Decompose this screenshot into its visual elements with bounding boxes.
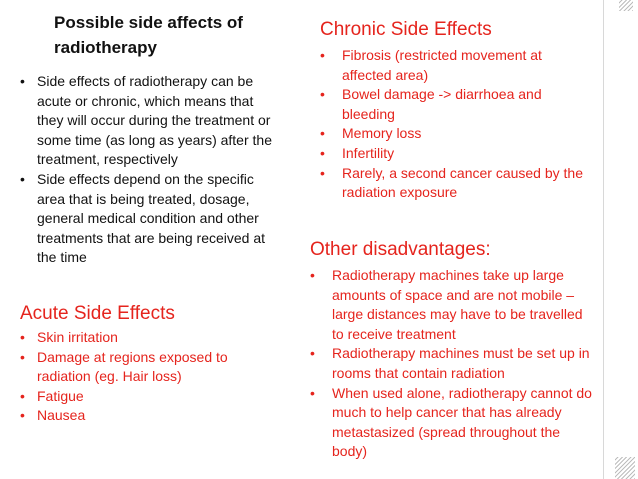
acute-item: • Fatigue <box>20 387 265 407</box>
other-item: • Radiotherapy machines must be set up in rooms that contain radiation <box>310 344 595 383</box>
acute-heading: Acute Side Effects <box>20 303 175 324</box>
chronic-list <box>320 46 595 203</box>
other-item: • Radiotherapy machines take up large amounts of space and are not mobile – large distances may have to be travelled to receive treatment <box>310 266 595 344</box>
other-heading: Other disadvantages: <box>310 239 491 260</box>
intro-item: • Side effects depend on the specific area that is being treated, dosage, general medical condition and other treatments that are being received at the time <box>20 170 272 268</box>
acute-list <box>20 328 265 426</box>
acute-item: • Skin irritation <box>20 328 265 348</box>
chronic-item: • Memory loss <box>320 124 595 144</box>
slide-edge-pattern <box>615 457 635 479</box>
intro-item: • Side effects of radiotherapy can be acute or chronic, which means that they will occur during the treatment or some time (as long as years) after the treatment, respectively <box>20 72 272 170</box>
chronic-item: • Infertility <box>320 144 595 164</box>
other-list <box>310 266 595 462</box>
slide-edge-pattern-top <box>619 0 633 11</box>
chronic-heading: Chronic Side Effects <box>320 19 492 40</box>
chronic-item: • Rarely, a second cancer caused by the radiation exposure <box>320 164 595 203</box>
acute-item: • Damage at regions exposed to radiation (eg. Hair loss) <box>20 348 265 387</box>
other-item: • When used alone, radiotherapy cannot do much to help cancer that has already metastasized (spread throughout the body) <box>310 384 595 462</box>
chronic-item: • Bowel damage -> diarrhoea and bleeding <box>320 85 595 124</box>
chronic-item: • Fibrosis (restricted movement at affected area) <box>320 46 595 85</box>
intro-list <box>20 72 272 268</box>
slide-title: Possible side affects of radiotherapy <box>54 13 243 57</box>
acute-item: • Nausea <box>20 406 265 426</box>
slide-edge-rule <box>603 0 604 479</box>
